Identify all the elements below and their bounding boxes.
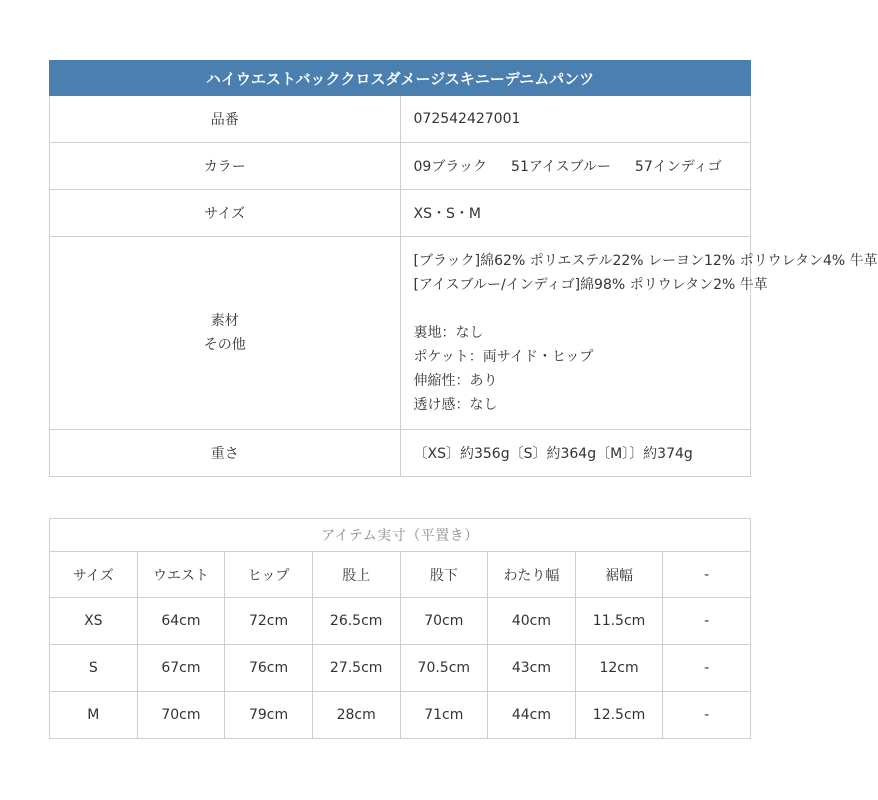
value-cell: 70.5cm	[400, 645, 488, 692]
color-option: 51アイスブルー	[511, 159, 611, 175]
value-cell: 70cm	[400, 598, 488, 645]
size-table-title: アイテム実寸（平置き）	[50, 519, 751, 552]
material-line: 裏地：なし	[413, 325, 484, 341]
table-row	[50, 692, 751, 739]
value-cell: -	[663, 645, 751, 692]
header-cell: -	[663, 552, 751, 598]
weight-label: 重さ	[50, 430, 401, 477]
header-cell: ウエスト	[137, 552, 225, 598]
value-cell: 11.5cm	[575, 598, 663, 645]
weight-value: 〔XS〕約356g〔S〕約364g〔M〕〕約374g	[400, 430, 751, 477]
value-cell: 72cm	[225, 598, 313, 645]
color-label: カラー	[50, 143, 401, 190]
spec-row-weight	[50, 430, 751, 477]
spec-row-item-number	[50, 96, 751, 143]
value-cell: 67cm	[137, 645, 225, 692]
value-cell: 70cm	[137, 692, 225, 739]
material-line: ポケット：両サイド・ヒップ	[413, 349, 594, 365]
value-cell: -	[663, 598, 751, 645]
size-label: サイズ	[50, 190, 401, 237]
item-number-value: 072542427001	[400, 96, 751, 143]
value-cell: 76cm	[225, 645, 313, 692]
size-table-header-row	[50, 552, 751, 598]
size-measurement-table	[49, 518, 751, 739]
value-cell: 71cm	[400, 692, 488, 739]
item-number-label: 品番	[50, 96, 401, 143]
product-title: ハイウエストバッククロスダメージスキニーデニムパンツ	[50, 61, 751, 96]
material-value	[400, 237, 878, 430]
header-cell: 股上	[312, 552, 400, 598]
material-label	[50, 237, 401, 430]
color-value	[400, 143, 751, 190]
material-spacer	[414, 297, 751, 321]
value-cell: 26.5cm	[312, 598, 400, 645]
value-cell: 12.5cm	[575, 692, 663, 739]
size-cell: S	[50, 645, 138, 692]
table-row	[50, 598, 751, 645]
spec-row-material	[50, 237, 751, 430]
size-value: XS・S・M	[400, 190, 751, 237]
value-cell: 27.5cm	[312, 645, 400, 692]
spec-row-color	[50, 143, 751, 190]
value-cell: 40cm	[488, 598, 576, 645]
spec-row-size	[50, 190, 751, 237]
size-cell: M	[50, 692, 138, 739]
table-row	[50, 645, 751, 692]
material-label-line: 素材	[210, 313, 239, 329]
header-cell: 股下	[400, 552, 488, 598]
header-cell: 裾幅	[575, 552, 663, 598]
color-option: 09ブラック	[413, 159, 488, 175]
product-spec-table	[49, 60, 878, 477]
header-cell: サイズ	[50, 552, 138, 598]
material-line: [ブラック]綿62% ポリエステル22% レーヨン12% ポリウレタン4% 牛革	[413, 253, 878, 269]
value-cell: 79cm	[225, 692, 313, 739]
material-label-line: その他	[203, 337, 246, 353]
material-line: 透け感：なし	[413, 397, 498, 413]
value-cell: 28cm	[312, 692, 400, 739]
value-cell: 64cm	[137, 598, 225, 645]
material-line: 伸縮性：あり	[413, 373, 498, 389]
header-cell: わたり幅	[488, 552, 576, 598]
value-cell: 12cm	[575, 645, 663, 692]
value-cell: 44cm	[488, 692, 576, 739]
size-cell: XS	[50, 598, 138, 645]
value-cell: 43cm	[488, 645, 576, 692]
material-line: [アイスブルー/インディゴ]綿98% ポリウレタン2% 牛革	[413, 277, 768, 293]
value-cell: -	[663, 692, 751, 739]
header-cell: ヒップ	[225, 552, 313, 598]
color-option: 57インディゴ	[634, 159, 722, 175]
